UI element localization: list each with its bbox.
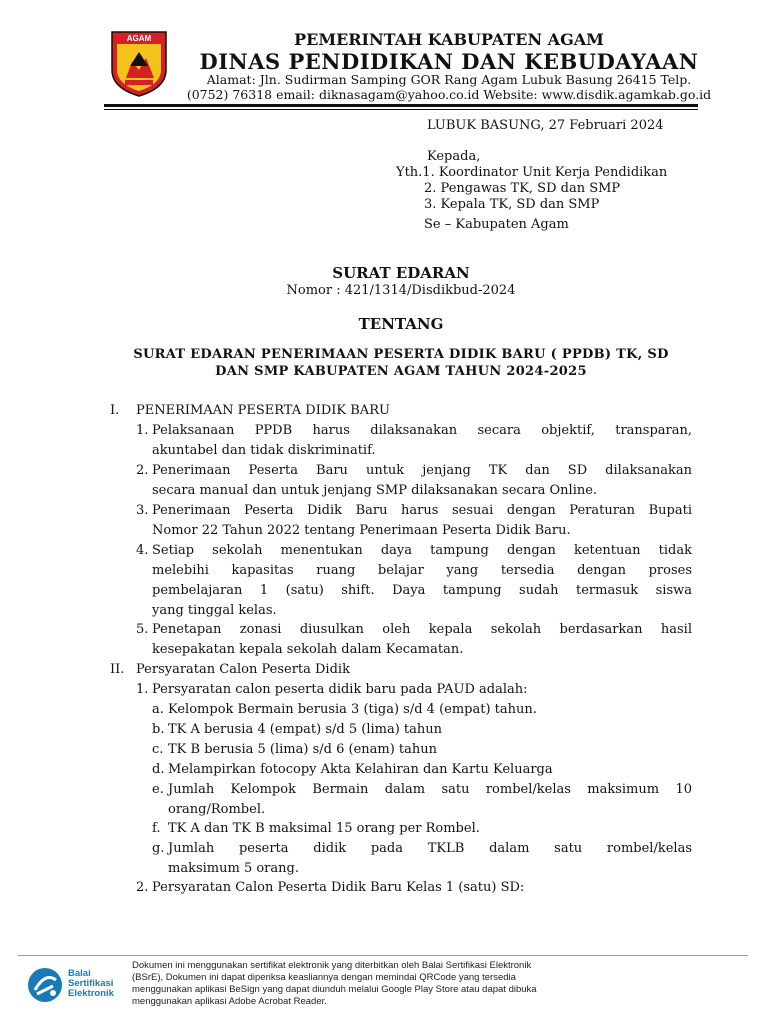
subitem-letter: a. <box>152 702 164 717</box>
item-line: Penerimaan Peserta Didik Baru harus sesuai dengan Peraturan Bupati <box>152 503 692 518</box>
item-number: 1. <box>136 423 149 438</box>
recipient-line-3: 3. Kepala TK, SD dan SMP <box>424 197 600 212</box>
item-line: Persyaratan Calon Peserta Didik Baru Kelas 1 (satu) SD: <box>152 880 525 895</box>
recipient-line-2: 2. Pengawas TK, SD dan SMP <box>424 181 621 196</box>
footer-note-line-1: Dokumen ini menggunakan sertifikat elektronik yang diterbitkan oleh Balai Sertifikasi Elektronik <box>132 960 532 971</box>
subitem-line: orang/Rombel. <box>168 802 266 817</box>
address-line-2: (0752) 76318 email: diknasagam@yahoo.co.id Website: www.disdik.agamkab.go.id <box>186 87 712 102</box>
letterhead-address <box>180 72 718 102</box>
item-line: akuntabel dan tidak diskriminatif. <box>152 443 376 458</box>
footer-note <box>132 960 592 1008</box>
bsre-brand <box>68 969 114 999</box>
tentang-heading: TENTANG <box>358 315 444 333</box>
item-line: Nomor 22 Tahun 2022 tentang Penerimaan Peserta Didik Baru. <box>152 523 571 538</box>
recipient-kepada: Kepada, <box>427 149 481 164</box>
subitem-line: TK B berusia 5 (lima) s/d 6 (enam) tahun <box>168 742 438 757</box>
place-date: LUBUK BASUNG, 27 Februari 2024 <box>427 118 664 133</box>
department-name: DINAS PENDIDIKAN DAN KEBUDAYAAN <box>199 49 699 74</box>
letterhead-rule-thin <box>104 109 698 110</box>
subitem-line: TK A berusia 4 (empat) s/d 5 (lima) tahun <box>168 722 443 737</box>
item-number: 1. <box>136 682 149 697</box>
footer-note-line-4: menggunakan aplikasi Adobe Acrobat Reader. <box>132 996 327 1007</box>
section-2-number: II. <box>110 662 125 677</box>
footer-note-line-2: (BSrE), Dokumen ini dapat diperiksa keasliannya dengan memindai QRCode yang tersedia <box>132 972 516 983</box>
item-line: Penerimaan Peserta Baru untuk jenjang TK dan SD dilaksanakan <box>152 463 692 478</box>
item-line: Penetapan zonasi diusulkan oleh kepala sekolah berdasarkan hasil <box>152 622 692 637</box>
item-line: Persyaratan calon peserta didik baru pada PAUD adalah: <box>152 682 528 697</box>
subitem-line: Kelompok Bermain berusia 3 (tiga) s/d 4 (empat) tahun. <box>168 702 537 717</box>
subitem-line: Melampirkan fotocopy Akta Kelahiran dan Kartu Keluarga <box>168 762 553 777</box>
subitem-letter: e. <box>152 782 164 797</box>
letter-number: Nomor : 421/1314/Disdikbud-2024 <box>286 283 516 298</box>
item-number: 2. <box>136 463 149 478</box>
item-line: Pelaksanaan PPDB harus dilaksanakan secara objektif, transparan, <box>152 423 692 438</box>
bsre-brand-line-1: Balai <box>68 968 91 979</box>
subitem-line: Jumlah peserta didik pada TKLB dalam satu rombel/kelas <box>168 841 692 856</box>
logo-text: AGAM <box>126 34 152 43</box>
footer-note-line-3: menggunakan aplikasi BeSign yang dapat diunduh melalui Google Play Store atau dapat dibuka <box>132 984 537 995</box>
item-number: 5. <box>136 622 149 637</box>
subitem-letter: b. <box>152 722 165 737</box>
footer-divider <box>18 955 748 956</box>
recipient-location: Se – Kabupaten Agam <box>424 217 569 232</box>
recipient-line-1: Yth.1. Koordinator Unit Kerja Pendidikan <box>396 165 668 180</box>
bsre-logo-icon <box>26 966 64 1004</box>
item-line: pembelajaran 1 (satu) shift. Daya tampung sudah termasuk siswa <box>152 583 692 598</box>
subitem-line: TK A dan TK B maksimal 15 orang per Rombel. <box>168 821 480 836</box>
subitem-letter: c. <box>152 742 164 757</box>
section-1-number: I. <box>110 403 120 418</box>
subitem-line: maksimum 5 orang. <box>168 861 299 876</box>
section-2-heading: Persyaratan Calon Peserta Didik <box>136 662 350 677</box>
item-line: yang tinggal kelas. <box>152 603 277 618</box>
section-1-heading: PENERIMAAN PESERTA DIDIK BARU <box>136 403 390 418</box>
subitem-line: Jumlah Kelompok Bermain dalam satu rombel/kelas maksimum 10 <box>168 782 692 797</box>
government-name: PEMERINTAH KABUPATEN AGAM <box>294 30 604 49</box>
subject-line-1: SURAT EDARAN PENERIMAAN PESERTA DIDIK BARU ( PPDB) TK, SD <box>133 347 669 362</box>
subject-line-2: DAN SMP KABUPATEN AGAM TAHUN 2024-2025 <box>215 364 587 379</box>
subitem-letter: f. <box>152 821 161 836</box>
item-line: kesepakatan kepala sekolah dalam Kecamatan. <box>152 642 464 657</box>
address-line-1: Alamat: Jln. Sudirman Samping GOR Rang Agam Lubuk Basung 26415 Telp. <box>206 72 692 87</box>
letterhead-rule-thick <box>104 104 698 107</box>
agam-regency-logo <box>108 30 170 98</box>
subitem-letter: d. <box>152 762 165 777</box>
bsre-brand-line-2: Sertifikasi <box>68 978 114 989</box>
item-line: secara manual dan untuk jenjang SMP dilaksanakan secara Online. <box>152 483 598 498</box>
item-number: 2. <box>136 880 149 895</box>
item-line: Setiap sekolah menentukan daya tampung dengan ketentuan tidak <box>152 543 692 558</box>
subitem-letter: g. <box>152 841 165 856</box>
bsre-brand-line-3: Elektronik <box>68 988 114 999</box>
item-number: 3. <box>136 503 149 518</box>
item-number: 4. <box>136 543 149 558</box>
letter-title: SURAT EDARAN <box>332 264 470 282</box>
item-line: melebihi kapasitas ruang belajar yang tersedia dengan proses <box>152 563 692 578</box>
